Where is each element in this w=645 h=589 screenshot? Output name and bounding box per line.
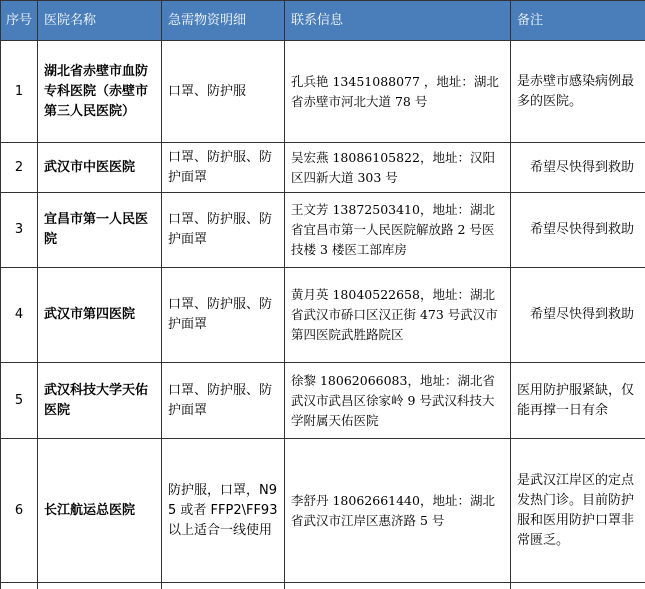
row-supplies: 口罩、防护服、防护面罩 [162,143,285,193]
table-row [1,363,645,439]
row-note: 医用防护服紧缺，仅能再撑一日有余 [511,363,645,439]
row-contact: 黄月英 18040522658，地址：湖北省武汉市硚口区汉正街 473 号武汉市第四医院武胜路院区 [285,268,511,363]
row-supplies: 防护服，口罩，N95 或者 FFP2\FF93 以上适合一线使用 [162,439,285,583]
empty-cell [38,583,162,589]
empty-cell [511,583,645,589]
row-seq: 2 [1,143,38,193]
row-note: 希望尽快得到救助 [511,143,645,193]
empty-cell [1,583,38,589]
table-row [1,268,645,363]
row-note: 希望尽快得到救助 [511,268,645,363]
row-seq: 5 [1,363,38,439]
table-row [1,439,645,583]
row-note: 是武汉江岸区的定点发热门诊。目前防护服和医用防护口罩非常匮乏。 [511,439,645,583]
row-seq: 1 [1,41,38,143]
header-row [1,1,645,41]
row-hospital: 长江航运总医院 [38,439,162,583]
table-row-partial [1,583,645,589]
row-seq: 6 [1,439,38,583]
row-seq: 4 [1,268,38,363]
row-note: 是赤壁市感染病例最多的医院。 [511,41,645,143]
header-contact: 联系信息 [285,1,511,41]
row-hospital: 湖北省赤壁市血防专科医院（赤壁市第三人民医院） [38,41,162,143]
row-contact: 孔兵艳 13451088077 ，地址：湖北省赤壁市河北大道 78 号 [285,41,511,143]
row-supplies: 口罩、防护服、防护面罩 [162,363,285,439]
row-hospital: 武汉市中医医院 [38,143,162,193]
table-row [1,193,645,268]
row-hospital: 武汉科技大学天佑医院 [38,363,162,439]
row-supplies: 口罩、防护服 [162,41,285,143]
row-seq: 3 [1,193,38,268]
header-supplies: 急需物资明细 [162,1,285,41]
table-row [1,143,645,193]
row-contact: 徐黎 18062066083，地址：湖北省武汉市武昌区徐家岭 9 号武汉科技大学附属天佑医院 [285,363,511,439]
empty-cell [285,583,511,589]
table-row [1,41,645,143]
header-seq: 序号 [1,1,38,41]
row-supplies: 口罩、防护服、防护面罩 [162,193,285,268]
row-hospital: 武汉市第四医院 [38,268,162,363]
row-supplies: 口罩、防护服、防护面罩 [162,268,285,363]
row-hospital: 宜昌市第一人民医院 [38,193,162,268]
header-hospital: 医院名称 [38,1,162,41]
header-note: 备注 [511,1,645,41]
row-contact: 王文芳 13872503410，地址：湖北省宜昌市第一人民医院解放路 2 号医技楼 3 楼医工部库房 [285,193,511,268]
row-contact: 吴宏燕 18086105822，地址：汉阳区四新大道 303 号 [285,143,511,193]
empty-cell [162,583,285,589]
row-note: 希望尽快得到救助 [511,193,645,268]
row-contact: 李舒丹 18062661440，地址：湖北省武汉市江岸区惠济路 5 号 [285,439,511,583]
